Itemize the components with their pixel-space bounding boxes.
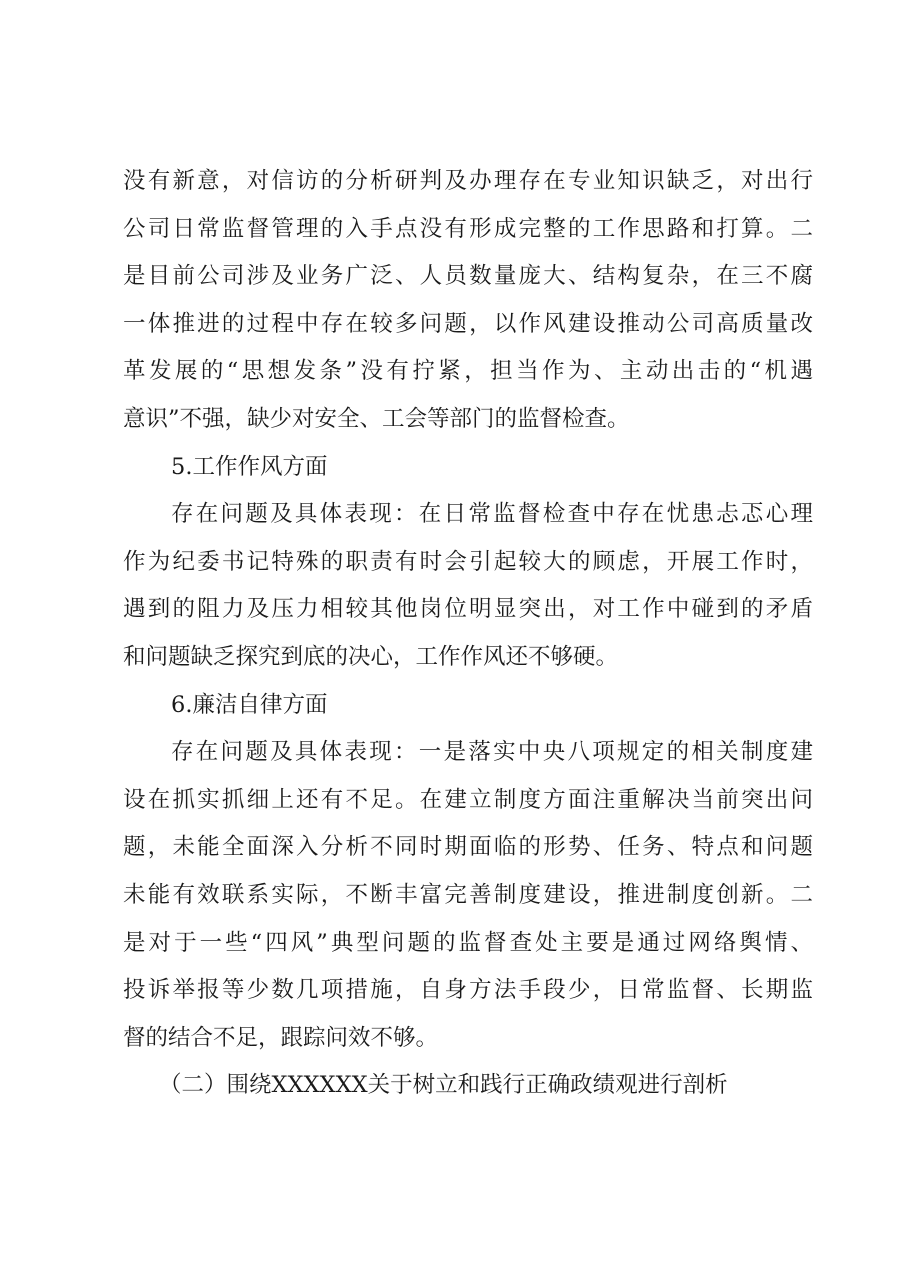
paragraph-line: 公司日常监督管理的入手点没有形成完整的工作思路和打算。二 [123, 215, 813, 242]
paragraph-line: 督的结合不足，跟踪问效不够。 [123, 1024, 439, 1051]
paragraph-line: 投诉举报等少数几项措施，自身方法手段少，日常监督、长期监 [123, 977, 813, 1004]
section-heading-performance-view: （二）围绕XXXXXX关于树立和践行正确政绩观进行剖析 [159, 1072, 728, 1099]
document-body [123, 158, 813, 1110]
paragraph-line: 意识”不强，缺少对安全、工会等部门的监督检查。 [123, 405, 630, 432]
paragraph-line: 遇到的阻力及压力相较其他岗位明显突出，对工作中碰到的矛盾 [123, 596, 813, 623]
paragraph-line: 未能有效联系实际，不断丰富完善制度建设，推进制度创新。二 [123, 881, 813, 908]
paragraph-line: 设在抓实抓细上还有不足。在建立制度方面注重解决当前突出问 [123, 786, 813, 813]
paragraph-line: 作为纪委书记特殊的职责有时会引起较大的顾虑，开展工作时， [123, 548, 813, 575]
paragraph-line: 一体推进的过程中存在较多问题，以作风建设推动公司高质量改 [123, 310, 813, 337]
paragraph-line: 存在问题及具体表现：一是落实中央八项规定的相关制度建 [171, 739, 813, 766]
paragraph-line: 和问题缺乏探究到底的决心，工作作风还不够硬。 [123, 643, 619, 670]
section-heading-work-style: 5.工作作风方面 [171, 453, 328, 480]
paragraph-line: 存在问题及具体表现：在日常监督检查中存在忧患忐忑心理 [171, 501, 813, 528]
paragraph-line: 是目前公司涉及业务广泛、人员数量庞大、结构复杂，在三不腐 [123, 263, 813, 290]
paragraph-line: 没有新意，对信访的分析研判及办理存在专业知识缺乏，对出行 [123, 168, 813, 194]
paragraph-line: 是对于一些“四风”典型问题的监督查处主要是通过网络舆情、 [123, 929, 813, 956]
section-heading-integrity: 6.廉洁自律方面 [171, 691, 328, 718]
paragraph-line: 题，未能全面深入分析不同时期面临的形势、任务、特点和问题 [123, 834, 813, 861]
paragraph-line: 革发展的“思想发条”没有拧紧，担当作为、主动出击的“机遇 [123, 358, 813, 385]
